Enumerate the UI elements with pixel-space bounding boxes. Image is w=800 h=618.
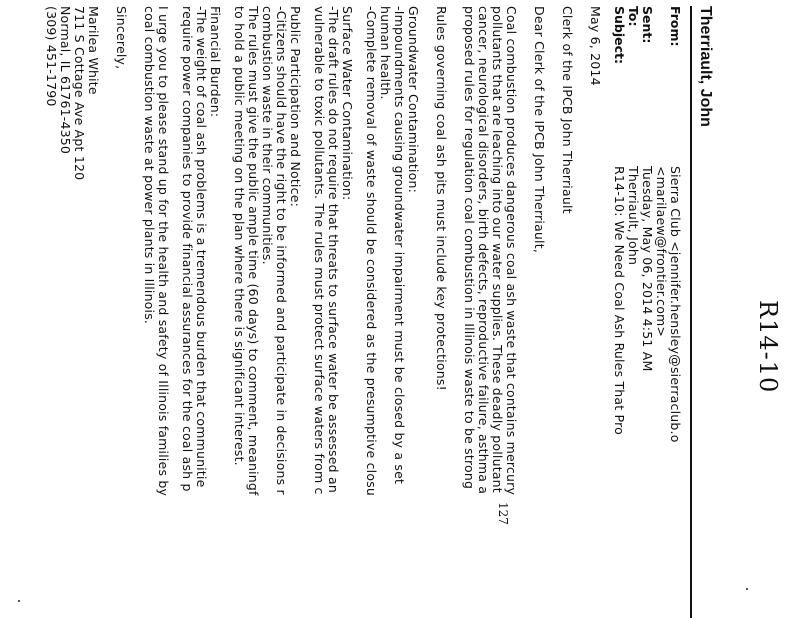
intro-line: Coal combustion produces dangerous coal ash waste that contains mercury	[504, 6, 519, 496]
from-value: Sierra Club <jennifer.hensley@sierraclub.o	[668, 166, 683, 443]
groundwater-line: -Complete removal of waste should be considered as the presumptive closu	[364, 6, 379, 497]
letter-salutation: Dear Clerk of the IPCB John Therriault,	[532, 6, 547, 254]
sent-value: Tuesday, May 06, 2014 4:51 AM	[640, 166, 655, 372]
signature-address: 711 S Cottage Ave Apt 120	[72, 6, 87, 181]
financial-heading: Financial Burden:	[208, 6, 223, 118]
participation-line: The rules must give the public ample time (60 days) to comment, meaningf	[246, 6, 261, 496]
intro-line: proposed rules for regulation coal combustion in Illinois waste to be strong	[462, 6, 477, 490]
signature-name: Marilea White	[86, 6, 101, 95]
surface-line: -The draft rules do not require that threats to surface water be assessed an	[326, 6, 341, 493]
signature-city: Normal, IL 61761-4350	[58, 6, 73, 155]
document-code: R14-10	[754, 300, 782, 394]
signature-phone: (309) 451-1790	[44, 6, 59, 107]
signoff: Sincerely,	[114, 6, 129, 70]
intro-line: pollutants that are leaching into our water supplies. These deadly pollutant	[490, 6, 505, 493]
scan-speck	[746, 588, 748, 590]
groundwater-heading: Groundwater Contamination:	[406, 6, 421, 194]
surface-line: vulnerable to toxic pollutants. The rules must protect surface waters from c	[312, 6, 327, 495]
letter-recipient: Clerk of the IPCB John Therriault	[560, 6, 575, 214]
groundwater-line: -Impoundments causing groundwater impairment must be closed by a set	[392, 6, 407, 485]
financial-line: -The weight of coal ash problems is a tremendous burden that communitie	[194, 6, 209, 488]
sent-label: Sent:	[640, 6, 655, 44]
from-value-email: <marilaew@frontier.com>	[654, 166, 669, 338]
page-number: 127	[496, 502, 510, 525]
closing-line: coal combustion waste at power plants in Illinois.	[142, 6, 157, 325]
to-value: Therriault, John	[626, 166, 641, 266]
surface-heading: Surface Water Contamination:	[340, 6, 355, 201]
from-label: From:	[668, 6, 683, 47]
participation-line: -Citizens should have the right to be informed and participate in decisions r	[274, 6, 289, 495]
groundwater-line: human health.	[378, 6, 393, 100]
subject-value: R14-10: We Need Coal Ash Rules That Pro	[612, 166, 627, 435]
rules-line: Rules governing coal ash pits must include key protections!	[434, 6, 449, 391]
participation-heading: Public Participation and Notice:	[288, 6, 303, 208]
header-divider	[690, 6, 692, 618]
participation-line: combustion waste in their communities.	[260, 6, 275, 265]
scan-speck	[18, 600, 20, 602]
participation-line: to hold a public meeting on the plan where there is significant interest.	[232, 6, 247, 466]
financial-line: require power companies to provide financial assurances for the coal ash p	[180, 6, 195, 492]
closing-line: I urge you to please stand up for the health and safety of Illinois families by	[156, 6, 171, 497]
to-label: To:	[626, 6, 641, 27]
letter-date: May 6, 2014	[588, 6, 603, 86]
subject-label: Subject:	[612, 6, 627, 64]
sender-name-heading: Therriault, John	[697, 6, 714, 127]
intro-line: cancer, neurological disorders, birth defects, reproductive failure, asthma a	[476, 6, 491, 495]
